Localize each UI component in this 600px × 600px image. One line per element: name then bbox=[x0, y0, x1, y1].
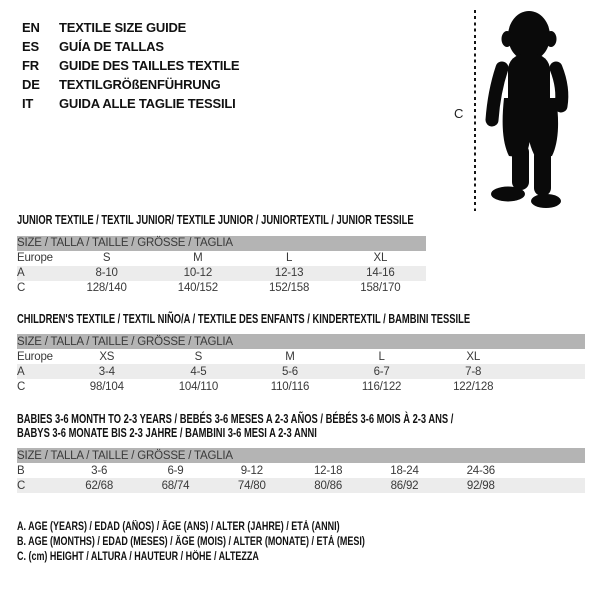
table-title bbox=[17, 214, 585, 228]
legend-line: A. AGE (YEARS) / EDAD (AÑOS) / ÂGE (ANS) / ALTER (JAHRE) / ETÀ (ANNI) bbox=[17, 521, 340, 533]
baby-figure bbox=[448, 6, 588, 216]
size-cell: 80/86 bbox=[314, 479, 343, 492]
size-cell: 6-7 bbox=[373, 365, 390, 378]
size-cell: 110/116 bbox=[270, 380, 310, 393]
table-title bbox=[17, 313, 585, 327]
language-label: TEXTILGRÖßENFÜHRUNG bbox=[59, 77, 221, 92]
table-title-line: JUNIOR TEXTILE / TEXTIL JUNIOR/ TEXTILE JUNIOR / JUNIORTEXTIL / JUNIOR TESSILE bbox=[17, 213, 414, 227]
size-cell: 62/68 bbox=[85, 479, 114, 492]
size-cell: 104/110 bbox=[178, 380, 219, 393]
size-cell: 3-4 bbox=[98, 365, 115, 378]
size-cell: 74/80 bbox=[237, 479, 266, 492]
size-row bbox=[17, 281, 426, 296]
language-code: FR bbox=[22, 58, 39, 73]
row-spacer bbox=[519, 364, 585, 379]
table-title-line: BABYS 3-6 MONATE BIS 2-3 JAHRE / BAMBINI 3-6 MESI A 2-3 ANNI bbox=[17, 425, 317, 440]
size-table bbox=[17, 334, 585, 394]
language-label: TEXTILE SIZE GUIDE bbox=[59, 20, 187, 35]
size-table-section bbox=[17, 214, 585, 296]
table-size-header: SIZE / TALLA / TAILLE / GRÖSSE / TAGLIA bbox=[17, 236, 426, 251]
size-cell: 92/98 bbox=[466, 479, 495, 492]
table-title-line: CHILDREN'S TEXTILE / TEXTIL NIÑO/A / TEXTILE DES ENFANTS / KINDERTEXTIL / BAMBINI TESSILE bbox=[17, 311, 471, 326]
row-label: C bbox=[17, 479, 26, 492]
size-cell: 122/128 bbox=[453, 380, 494, 393]
row-label: A bbox=[17, 365, 25, 378]
language-code: EN bbox=[22, 20, 40, 35]
language-label: GUIDA ALLE TAGLIE TESSILI bbox=[59, 96, 236, 111]
size-cell: 7-8 bbox=[465, 365, 482, 378]
size-cell: 86/92 bbox=[390, 479, 419, 492]
row-label: Europe bbox=[17, 350, 53, 363]
size-cell: 6-9 bbox=[167, 464, 184, 477]
size-header-row bbox=[17, 334, 585, 349]
size-cell: 14-16 bbox=[366, 267, 395, 279]
height-measure-label: C bbox=[454, 106, 464, 121]
language-code: IT bbox=[22, 96, 34, 111]
table-title bbox=[17, 413, 585, 440]
language-label: GUIDE DES TAILLES TEXTILE bbox=[59, 58, 240, 73]
legend bbox=[17, 520, 585, 565]
size-row bbox=[17, 349, 585, 364]
size-cell: 9-12 bbox=[240, 464, 263, 477]
size-cell: S bbox=[194, 350, 203, 363]
size-cell: M bbox=[285, 350, 295, 363]
size-header-row bbox=[17, 236, 426, 251]
size-cell: 116/122 bbox=[361, 380, 402, 393]
size-cell: XS bbox=[99, 350, 115, 363]
size-cell: XL bbox=[466, 350, 481, 363]
size-row bbox=[17, 266, 426, 281]
size-cell: 10-12 bbox=[183, 267, 213, 279]
row-label: B bbox=[17, 464, 25, 477]
legend-line: C. (cm) HEIGHT / ALTURA / HAUTEUR / HÖHE / ALTEZZA bbox=[17, 551, 259, 563]
size-header-row bbox=[17, 448, 585, 463]
size-row bbox=[17, 478, 585, 493]
size-table bbox=[17, 448, 585, 493]
size-table-section bbox=[17, 413, 585, 493]
height-measure-line bbox=[474, 10, 476, 211]
size-tables bbox=[17, 214, 585, 493]
table-size-header: SIZE / TALLA / TAILLE / GRÖSSE / TAGLIA bbox=[17, 448, 585, 463]
table-title-line: BABIES 3-6 MONTH TO 2-3 YEARS / BEBÉS 3-6 MESES A 2-3 AÑOS / BÉBÉS 3-6 MOIS À 2-3 ANS / bbox=[17, 412, 454, 426]
language-code: ES bbox=[22, 39, 39, 54]
size-row bbox=[17, 463, 585, 478]
size-cell: S bbox=[102, 252, 111, 264]
size-table bbox=[17, 236, 426, 296]
legend-line: B. AGE (MONTHS) / EDAD (MESES) / ÂGE (MOIS) / ALTER (MONATE) / ETÀ (MESI) bbox=[17, 536, 365, 548]
size-cell: 128/140 bbox=[86, 282, 127, 294]
language-code: DE bbox=[22, 77, 40, 92]
row-spacer bbox=[519, 463, 585, 478]
row-label: A bbox=[17, 267, 25, 279]
size-cell: 18-24 bbox=[390, 464, 419, 477]
size-cell: 3-6 bbox=[91, 464, 108, 477]
size-row bbox=[17, 379, 585, 394]
size-cell: 12-18 bbox=[313, 464, 343, 477]
table-size-header: SIZE / TALLA / TAILLE / GRÖSSE / TAGLIA bbox=[17, 334, 585, 349]
row-label: C bbox=[17, 380, 26, 393]
size-cell: M bbox=[193, 252, 203, 264]
size-cell: 140/152 bbox=[177, 282, 218, 294]
row-label: Europe bbox=[17, 252, 53, 264]
size-table-section bbox=[17, 313, 585, 395]
row-spacer bbox=[519, 478, 585, 493]
size-cell: 4-5 bbox=[190, 365, 207, 378]
size-cell: XL bbox=[373, 252, 388, 264]
size-cell: 152/158 bbox=[269, 282, 310, 294]
size-cell: 68/74 bbox=[161, 479, 190, 492]
size-row bbox=[17, 364, 585, 379]
row-label: C bbox=[17, 282, 26, 294]
size-cell: 98/104 bbox=[89, 380, 124, 393]
size-cell: L bbox=[378, 350, 385, 363]
row-spacer bbox=[519, 379, 585, 394]
size-cell: 12-13 bbox=[274, 267, 304, 279]
size-row bbox=[17, 251, 426, 266]
language-label: GUÍA DE TALLAS bbox=[59, 39, 164, 54]
baby-silhouette-icon bbox=[482, 6, 582, 210]
size-cell: 5-6 bbox=[281, 365, 298, 378]
size-cell: 158/170 bbox=[360, 282, 401, 294]
size-cell: L bbox=[286, 252, 293, 264]
size-cell: 24-36 bbox=[466, 464, 496, 477]
size-cell: 8-10 bbox=[95, 267, 118, 279]
row-spacer bbox=[519, 349, 585, 364]
